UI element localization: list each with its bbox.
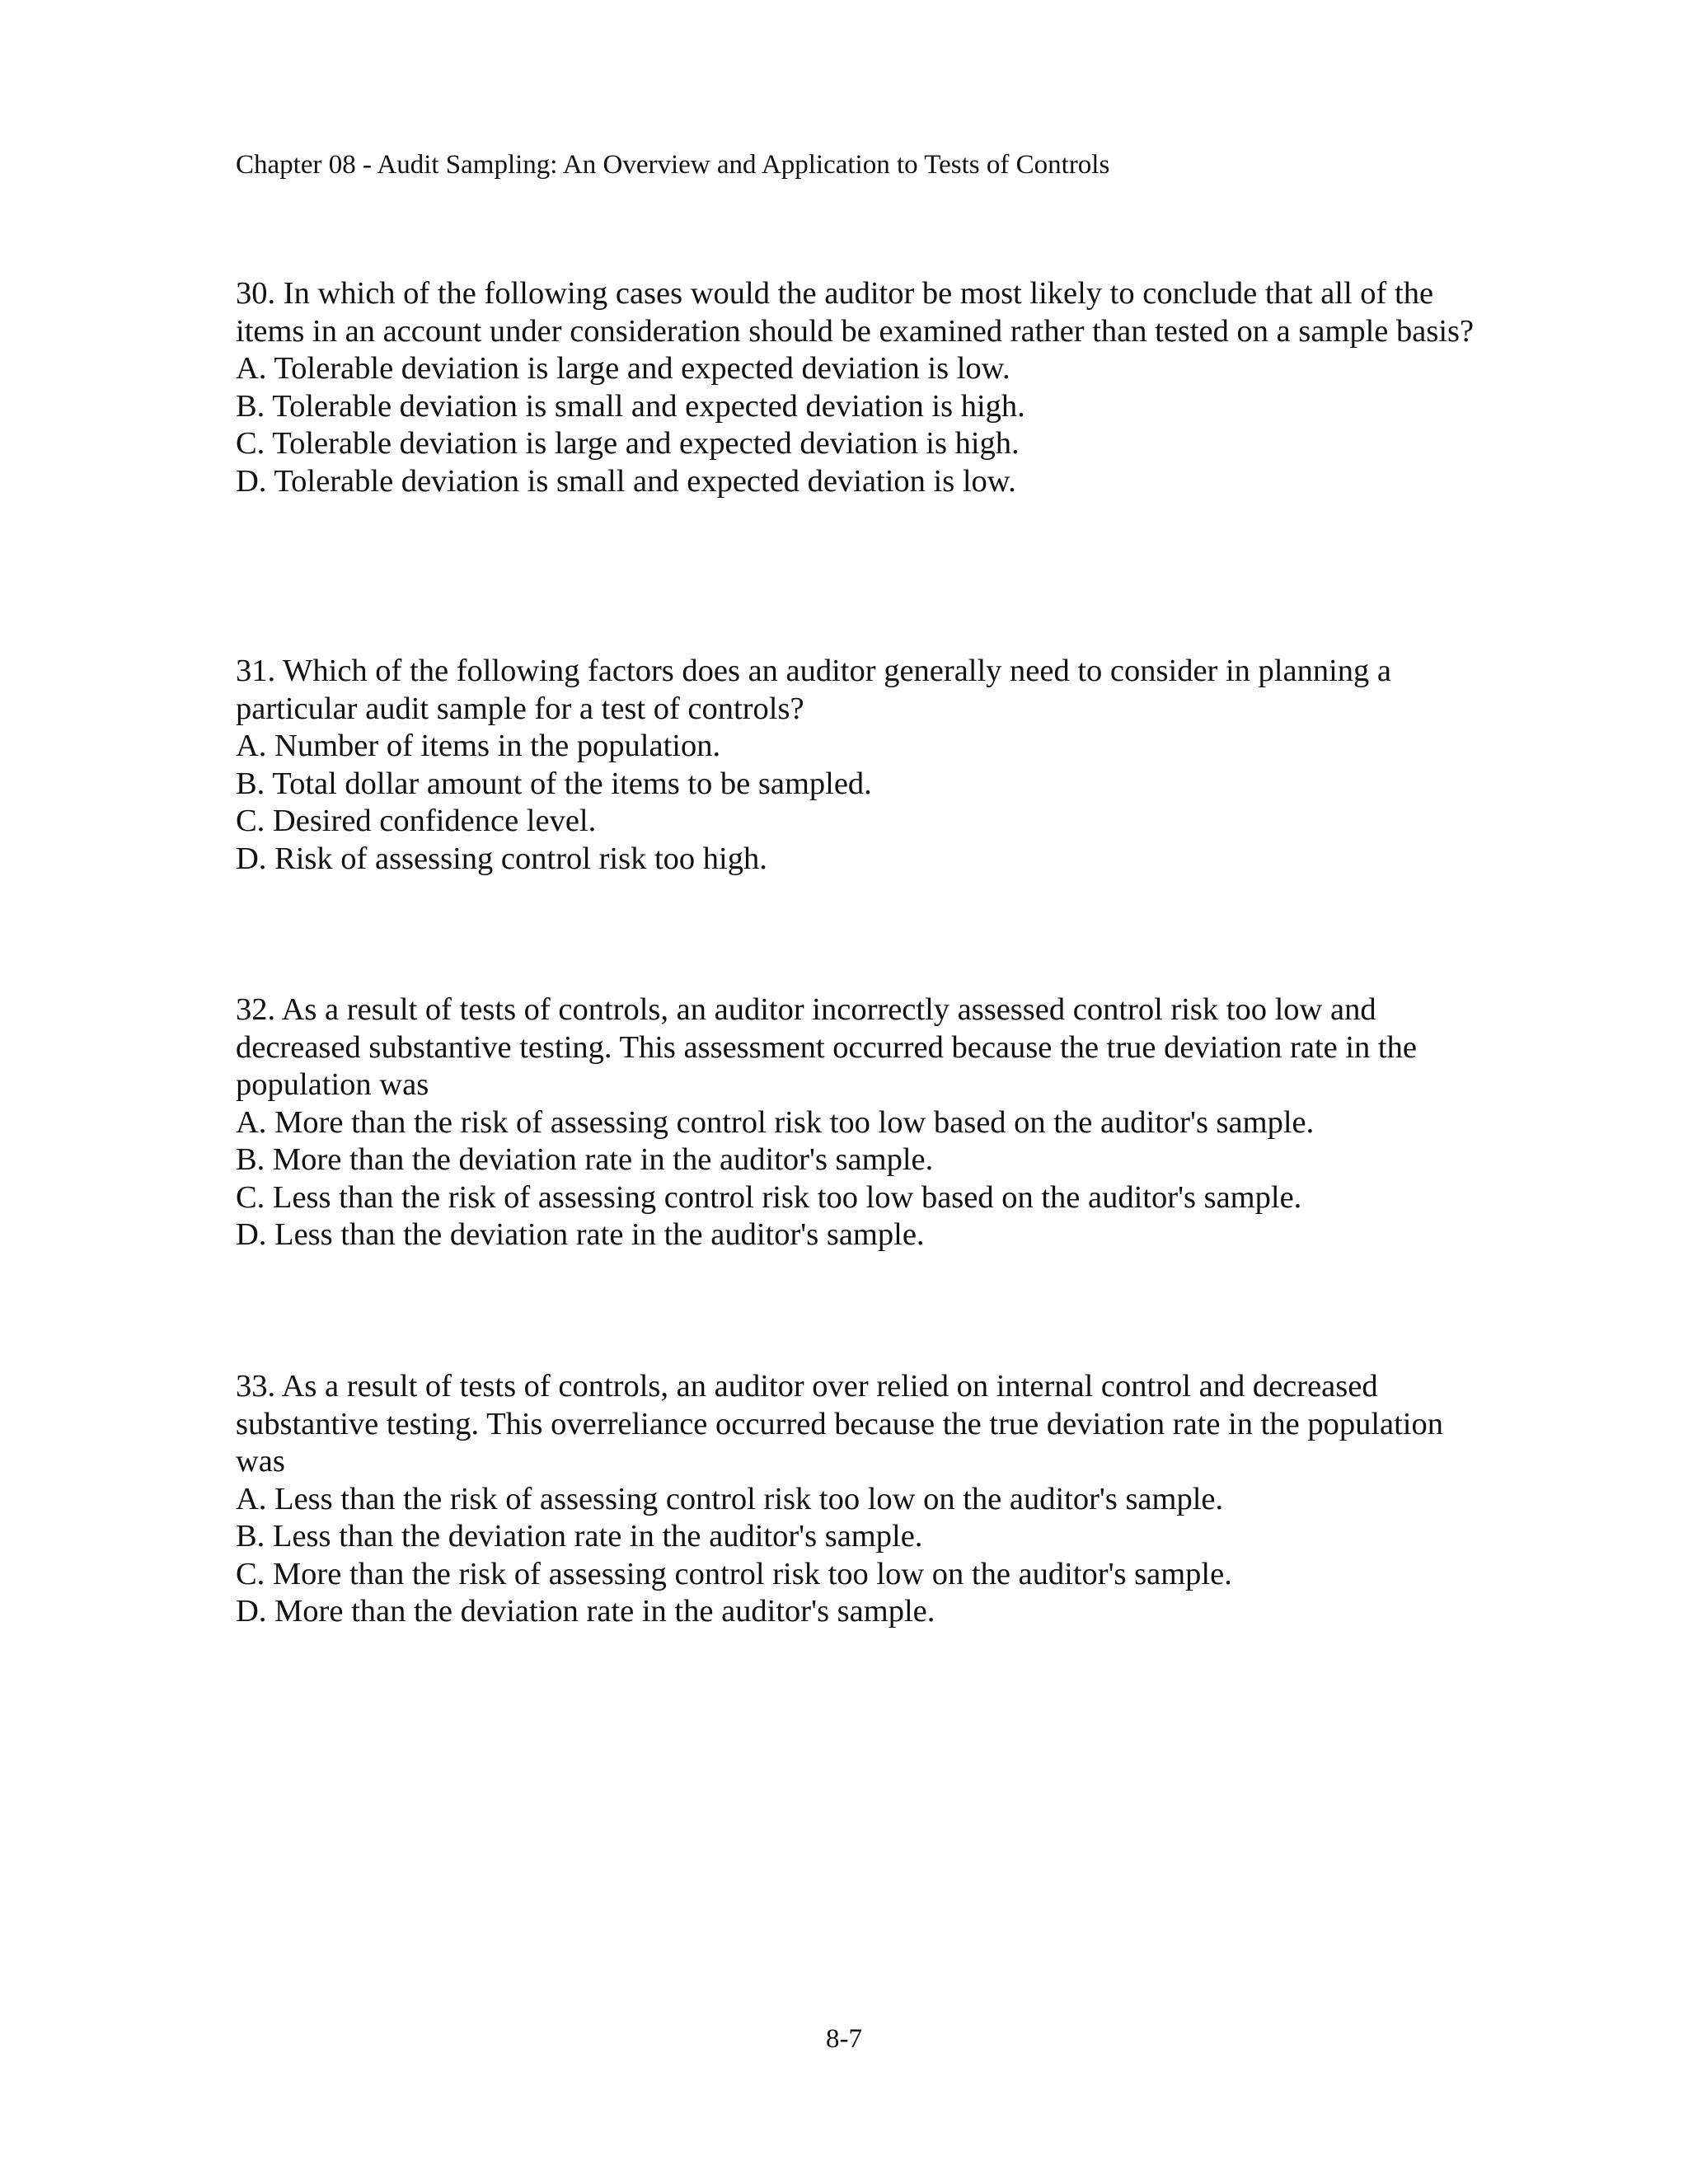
page-number: 8-7 xyxy=(826,2024,862,2054)
answer-option-a: A. More than the risk of assessing control risk too low based on the auditor's sample. xyxy=(236,1104,1315,1140)
question-stem: 32. As a result of tests of controls, an auditor incorrectly assessed control risk too low and decreased substantive testing. This assessment occurred because the true deviation rate in the population was xyxy=(236,992,1417,1102)
answer-option-a: A. Number of items in the population. xyxy=(236,729,721,763)
answer-option-c: C. Desired confidence level. xyxy=(236,804,597,838)
answer-option-b: B. Tolerable deviation is small and expected deviation is high. xyxy=(236,388,1025,424)
answer-option-a: A. Less than the risk of assessing control risk too low on the auditor's sample. xyxy=(236,1481,1224,1516)
answer-option-c: C. Less than the risk of assessing control risk too low based on the auditor's sample. xyxy=(236,1179,1302,1215)
question-30 xyxy=(236,275,1489,500)
answer-option-d: D. Tolerable deviation is small and expected deviation is low. xyxy=(236,463,1016,499)
question-31 xyxy=(236,653,1489,878)
question-33 xyxy=(236,1368,1489,1631)
question-32 xyxy=(236,991,1489,1254)
answer-option-d: D. Less than the deviation rate in the auditor's sample. xyxy=(236,1217,925,1252)
answer-option-d: D. More than the deviation rate in the auditor's sample. xyxy=(236,1594,935,1629)
answer-option-c: C. More than the risk of assessing control risk too low on the auditor's sample. xyxy=(236,1556,1232,1591)
question-stem: 33. As a result of tests of controls, an auditor over relied on internal control and decreased substantive testing. This overreliance occurred because the true deviation rate in the population was xyxy=(236,1369,1443,1479)
answer-option-d: D. Risk of assessing control risk too high. xyxy=(236,841,767,876)
answer-option-c: C. Tolerable deviation is large and expected deviation is high. xyxy=(236,426,1020,461)
page-header: Chapter 08 - Audit Sampling: An Overview and Application to Tests of Controls xyxy=(236,150,1110,180)
answer-option-a: A. Tolerable deviation is large and expected deviation is low. xyxy=(236,351,1010,386)
answer-option-b: B. Less than the deviation rate in the auditor's sample. xyxy=(236,1519,923,1554)
question-stem: 31. Which of the following factors does an auditor generally need to consider in planning a particular audit sample for a test of controls? xyxy=(236,654,1391,726)
answer-option-b: B. Total dollar amount of the items to be sampled. xyxy=(236,766,872,801)
question-stem: 30. In which of the following cases would the auditor be most likely to conclude that all of the items in an account under consideration should be examined rather than tested on a sample basis? xyxy=(236,276,1475,349)
answer-option-b: B. More than the deviation rate in the auditor's sample. xyxy=(236,1142,934,1177)
